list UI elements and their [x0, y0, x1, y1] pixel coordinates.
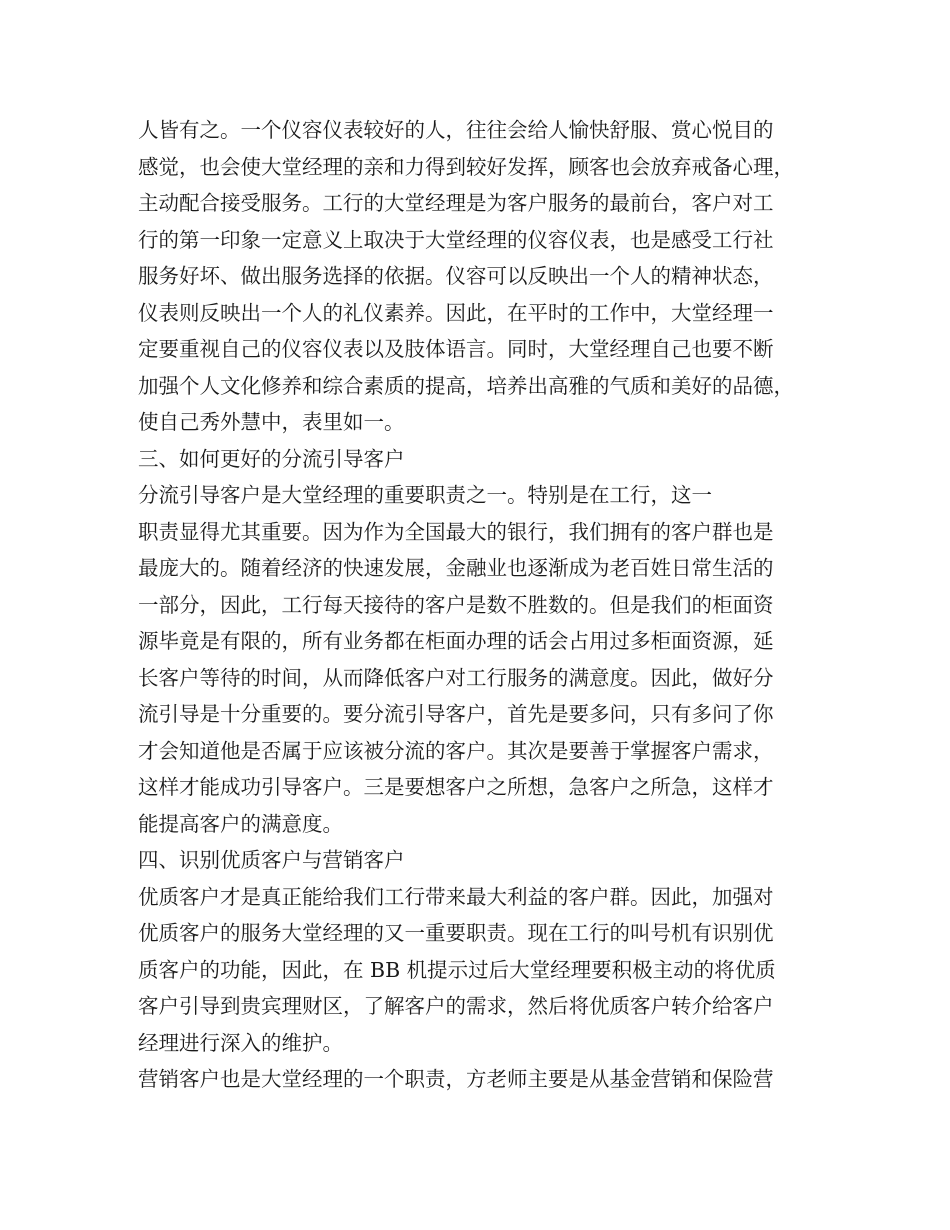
section-heading: 四、识别优质客户与营销客户	[138, 848, 405, 872]
text-line: 能提高客户的满意度。	[138, 811, 343, 836]
text-line: 加强个人文化修养和综合素质的提高，培养出高雅的气质和美好的品德，	[138, 373, 794, 398]
section-heading: 三、如何更好的分流引导客户	[138, 446, 405, 471]
text-line: 一部分，因此，工行每天接待的客户是数不胜数的。但是我们的柜面资	[138, 592, 774, 617]
text-line: 感觉，也会使大堂经理的亲和力得到较好发挥，顾客也会放弃戒备心理，	[138, 154, 794, 179]
text-line: 长客户等待的时间，从而降低客户对工行服务的满意度。因此，做好分	[138, 665, 774, 690]
text-line: 这样才能成功引导客户。三是要想客户之所想，急客户之所急，这样才	[138, 775, 774, 799]
text-line: 客户引导到贵宾理财区，了解客户的需求，然后将优质客户转介给客户	[138, 994, 774, 1018]
text-line: 质客户的功能，因此，在 BB 机提示过后大堂经理要积极主动的将优质	[138, 957, 776, 982]
text-line: 定要重视自己的仪容仪表以及肢体语言。同时，大堂经理自己也要不断	[138, 337, 774, 361]
body-text	[138, 112, 838, 1098]
text-line: 最庞大的。随着经济的快速发展，金融业也逐渐成为老百姓日常生活的	[138, 556, 774, 580]
text-line: 优质客户的服务大堂经理的又一重要职责。现在工行的叫号机有识别优	[138, 921, 774, 945]
text-line: 仪表则反映出一个人的礼仪素养。因此，在平时的工作中，大堂经理一	[138, 300, 774, 325]
text-line: 使自己秀外慧中，表里如一。	[138, 410, 405, 434]
text-line: 源毕竟是有限的，所有业务都在柜面办理的话会占用过多柜面资源，延	[138, 629, 774, 653]
text-line: 行的第一印象一定意义上取决于大堂经理的仪容仪表，也是感受工行社	[138, 227, 774, 252]
text-line: 主动配合接受服务。工行的大堂经理是为客户服务的最前台，客户对工	[138, 191, 774, 215]
text-line: 经理进行深入的维护。	[138, 1030, 343, 1055]
text-line: 人皆有之。一个仪容仪表较好的人，往往会给人愉快舒服、赏心悦目的	[138, 118, 774, 142]
text-line: 优质客户才是真正能给我们工行带来最大利益的客户群。因此，加强对	[138, 884, 774, 909]
text-line: 流引导是十分重要的。要分流引导客户，首先是要多问，只有多问了你	[138, 702, 774, 726]
text-line: 服务好坏、做出服务选择的依据。仪容可以反映出一个人的精神状态，	[138, 264, 774, 288]
text-line: 才会知道他是否属于应该被分流的客户。其次是要善于掌握客户需求，	[138, 738, 774, 763]
text-line: 营销客户也是大堂经理的一个职责，方老师主要是从基金营销和保险营	[138, 1067, 774, 1091]
text-line: 职责显得尤其重要。因为作为全国最大的银行，我们拥有的客户群也是	[138, 519, 774, 544]
text-line: 分流引导客户是大堂经理的重要职责之一。特别是在工行，这一	[138, 483, 712, 507]
